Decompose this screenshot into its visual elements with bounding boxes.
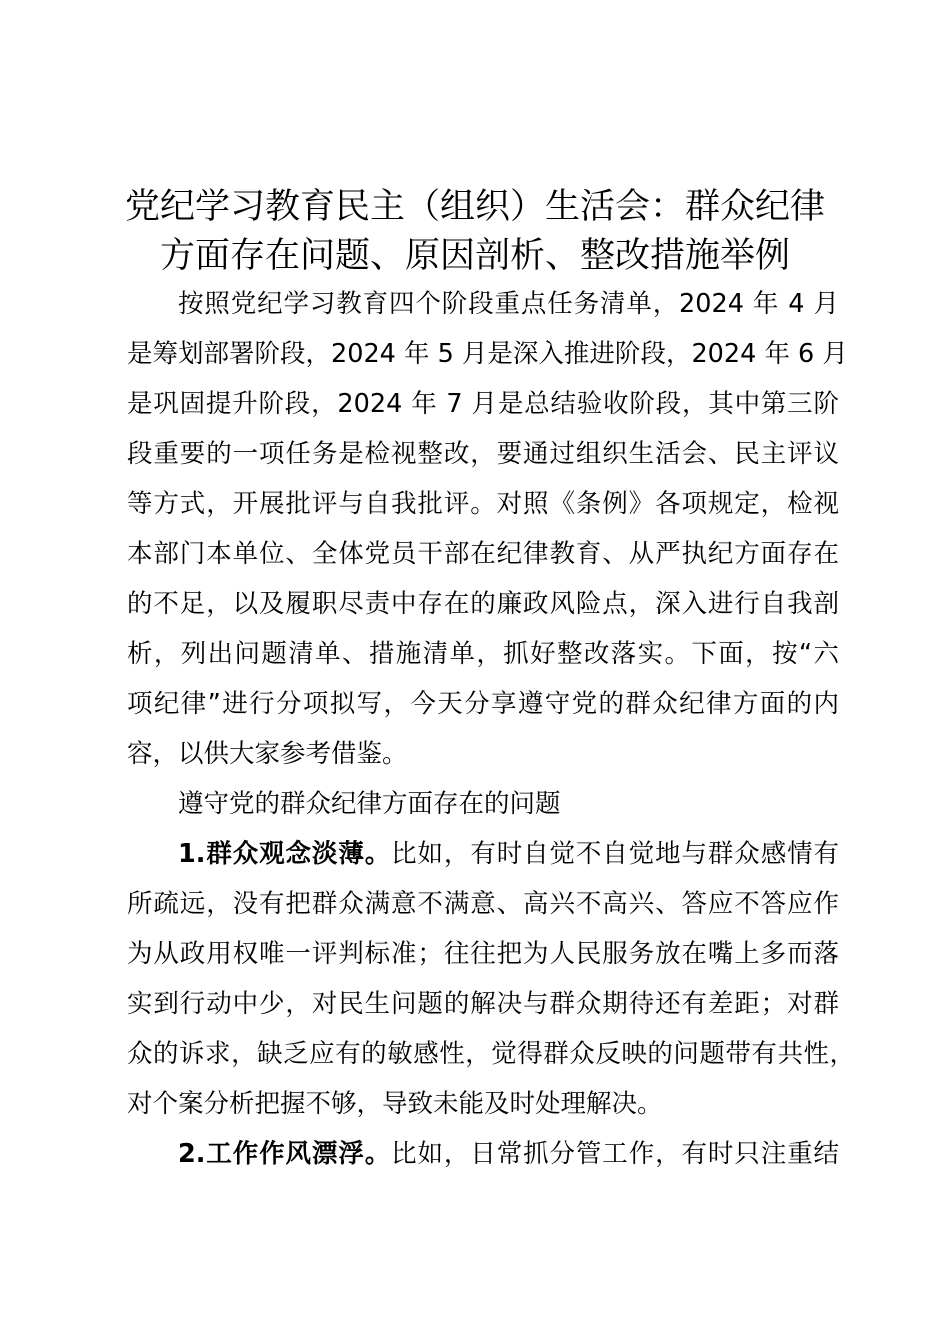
intro-line-5: 等方式，开展批评与自我批评。对照《条例》各项规定，检视 (127, 489, 839, 519)
item-1-lead: 1.群众观念淡薄。 (178, 839, 392, 869)
intro-line-1: 按照党纪学习教育四个阶段重点任务清单，2024 年 4 月 (178, 289, 839, 319)
intro-line-3: 是巩固提升阶段，2024 年 7 月是总结验收阶段，其中第三阶 (127, 389, 839, 419)
document-title-line-1: 党纪学习教育民主（组织）生活会：群众纪律 (124, 187, 825, 227)
intro-line-9: 项纪律”进行分项拟写，今天分享遵守党的群众纪律方面的内 (127, 689, 839, 719)
item-1-line-3: 为从政用权唯一评判标准；往往把为人民服务放在嘴上多而落 (127, 939, 839, 969)
item-2-lead: 2.工作作风漂浮。 (178, 1139, 392, 1169)
item-2-first-line (178, 1137, 839, 1171)
item-1-line-5: 众的诉求，缺乏应有的敏感性，觉得群众反映的问题带有共性， (127, 1039, 855, 1069)
intro-line-7: 的不足，以及履职尽责中存在的廉政风险点，深入进行自我剖 (127, 589, 839, 619)
item-1-first-line-text: 比如，有时自觉不自觉地与群众感情有 (391, 839, 839, 869)
intro-line-8: 析，列出问题清单、措施清单，抓好整改落实。下面，按“六 (127, 639, 839, 669)
item-2-first-line-text: 比如，日常抓分管工作，有时只注重结 (391, 1139, 839, 1169)
section-heading: 遵守党的群众纪律方面存在的问题 (178, 789, 561, 819)
intro-line-10: 容，以供大家参考借鉴。 (127, 739, 408, 769)
item-1-line-2: 所疏远，没有把群众满意不满意、高兴不高兴、答应不答应作 (127, 889, 839, 919)
item-1-line-6: 对个案分析把握不够，导致未能及时处理解决。 (127, 1089, 663, 1119)
intro-line-6: 本部门本单位、全体党员干部在纪律教育、从严执纪方面存在 (127, 539, 839, 569)
intro-line-4: 段重要的一项任务是检视整改，要通过组织生活会、民主评议 (127, 439, 839, 469)
intro-line-2: 是筹划部署阶段，2024 年 5 月是深入推进阶段，2024 年 6 月 (127, 339, 848, 369)
item-1-first-line (178, 837, 839, 871)
document-title-line-2: 方面存在问题、原因剖析、整改措施举例 (159, 236, 790, 276)
item-1-line-4: 实到行动中少，对民生问题的解决与群众期待还有差距；对群 (127, 989, 839, 1019)
